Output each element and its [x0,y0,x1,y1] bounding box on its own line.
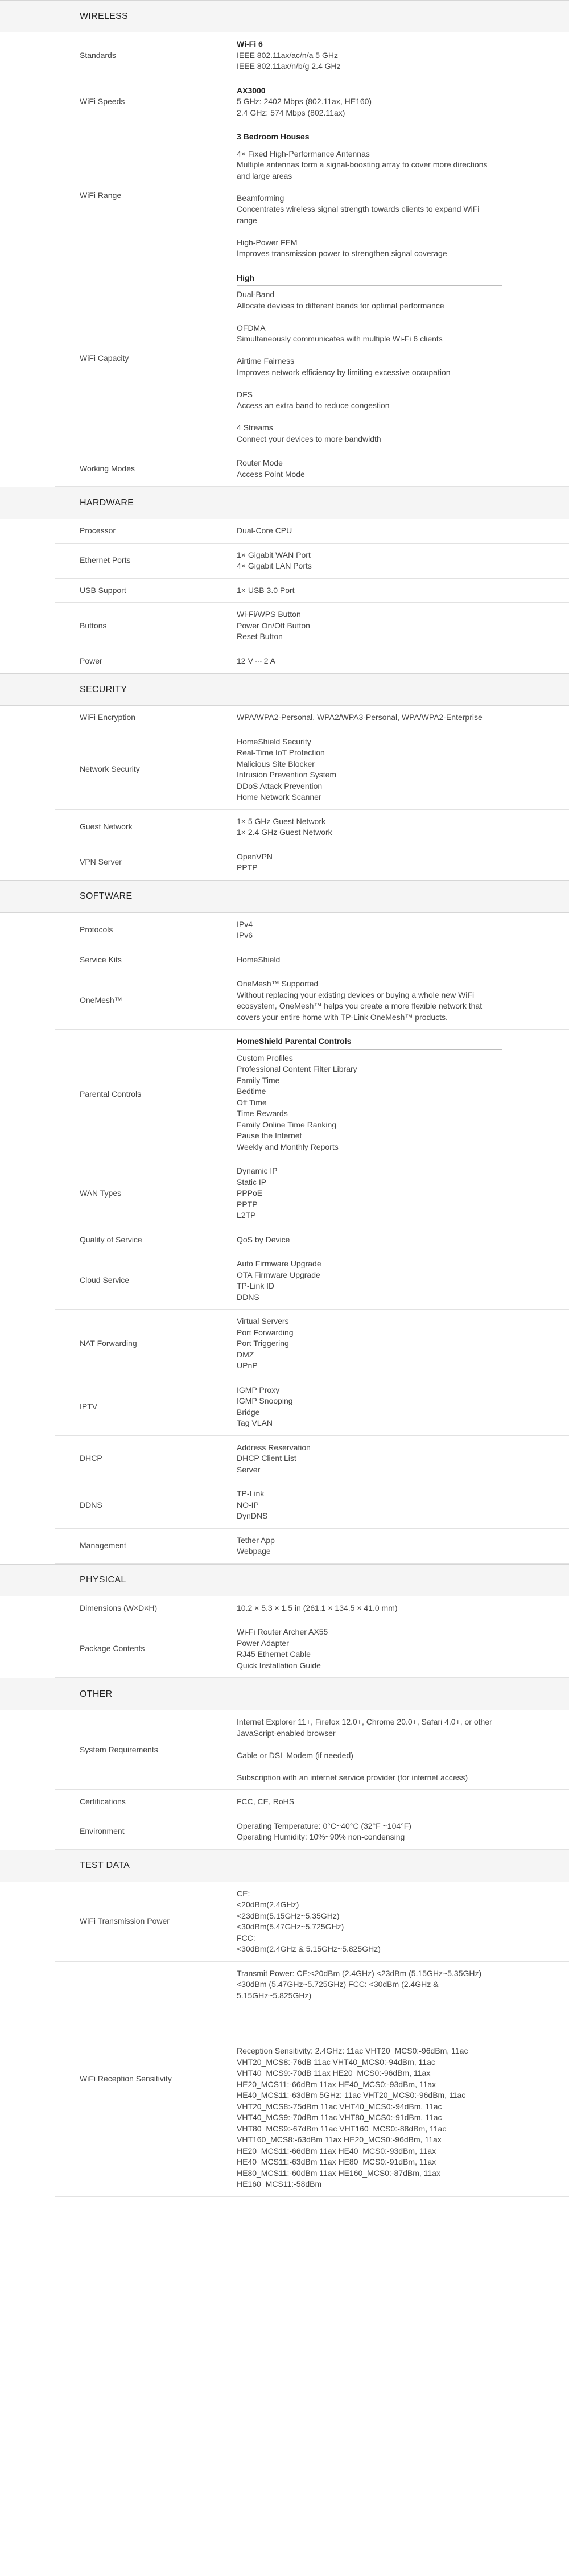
spec-value-title: Wi-Fi 6 [237,39,263,48]
spec-value-line: Beamforming [237,193,284,203]
spec-value-line: Operating Temperature: 0°C~40°C (32°F ~104°F) [237,1821,411,1830]
spec-row [55,730,569,810]
spec-value-line: Connect your devices to more bandwidth [237,434,381,443]
spec-value-line: Access an extra band to reduce congestion [237,401,390,410]
spec-value-line: Static IP [237,1177,267,1187]
spec-row [55,1710,569,1790]
spec-label: Buttons [80,620,107,630]
section-title: HARDWARE [0,487,569,519]
spec-value [234,1228,569,1252]
spec-blank-line [237,2035,502,2046]
spec-label: Quality of Service [80,1234,142,1244]
spec-value [234,948,569,972]
spec-value [234,1790,569,1814]
spec-blank-line [237,411,502,423]
spec-label: Parental Controls [80,1089,142,1098]
spec-value-line: TP-Link [237,1489,265,1498]
spec-value-line: Subscription with an internet service provider (for internet access) [237,1772,468,1782]
spec-value-line: Router Mode [237,458,283,467]
spec-blank-line [237,311,502,323]
spec-value-line: HomeShield Security [237,736,311,746]
spec-label: WiFi Transmission Power [80,1916,170,1926]
spec-value-line: Transmit Power: CE:<20dBm (2.4GHz) <23dBm (5.15GHz~5.35GHz) <30dBm (5.47GHz~5.725GHz) FCC: <30dBm (2.4GHz & 5.15GHz~5.825GHz) [237,1968,482,2000]
section-title: TEST DATA [0,1850,569,1882]
spec-value-line: Without replacing your existing devices or buying a whole new WiFi ecosystem, OneMesh™ helps you create a more flexible network that covers your entire home with TP-Link OneMesh™ products. [237,990,483,1022]
spec-value [234,845,569,880]
spec-label: Package Contents [80,1644,145,1653]
spec-row [55,1252,569,1310]
section-title: OTHER [0,1678,569,1710]
spec-value-line: DynDNS [237,1511,268,1520]
spec-value-line: DMZ [237,1349,254,1359]
spec-label: WiFi Capacity [80,353,129,363]
spec-value-line: Intrusion Prevention System [237,770,337,779]
spec-blank-line [237,182,502,193]
spec-value-line: FCC, CE, RoHS [237,1797,295,1806]
spec-blank-line [237,2001,502,2013]
spec-label: System Requirements [80,1744,158,1754]
spec-value-line: Simultaneously communicates with multiple Wi-Fi 6 clients [237,334,443,343]
spec-row [55,79,569,126]
spec-value-line: L2TP [237,1211,256,1220]
spec-value [234,1710,569,1789]
spec-value-line: Virtual Servers [237,1316,289,1326]
spec-value-line: Operating Humidity: 10%~90% non-condensing [237,1832,405,1841]
spec-value-line: Tag VLAN [237,1418,273,1427]
spec-value-line: Tether App [237,1535,275,1545]
spec-row [55,1159,569,1228]
spec-row [55,1962,569,2197]
spec-value [234,451,569,486]
section-title: PHYSICAL [0,1564,569,1596]
spec-row [55,579,569,603]
spec-value [234,1529,569,1563]
spec-value [234,1596,569,1620]
spec-value-line: UPnP [237,1361,258,1370]
spec-value-line: Family Online Time Ranking [237,1120,337,1129]
spec-value-line: Multiple antennas form a signal-boosting array to cover more directions and large areas [237,160,488,180]
spec-value-line: Wi-Fi/WPS Button [237,610,301,619]
spec-value [234,649,569,673]
spec-value-line: Port Forwarding [237,1327,294,1337]
spec-section [0,880,569,1564]
spec-value-line: FCC: [237,1933,255,1943]
spec-value [234,544,569,578]
spec-value-line: Improves network efficiency by limiting excessive occupation [237,367,451,377]
spec-blank-line [237,345,502,356]
spec-row [55,649,569,674]
spec-value-line: IPv6 [237,931,253,940]
spec-value-line: DHCP Client List [237,1454,296,1463]
spec-value [234,266,569,451]
spec-label: OneMesh™ [80,995,122,1005]
spec-value-line: Airtime Fairness [237,356,295,365]
spec-value [234,1482,569,1528]
spec-label: VPN Server [80,857,122,867]
spec-row [55,845,569,880]
spec-value [234,730,569,809]
spec-value-line: Real-Time IoT Protection [237,748,325,757]
spec-row [55,125,569,266]
spec-label: WiFi Reception Sensitivity [80,2073,172,2083]
spec-row [55,1790,569,1814]
spec-value-line: 1× 5 GHz Guest Network [237,816,326,826]
spec-value-line: OpenVPN [237,851,273,861]
spec-value-line: 4× Fixed High-Performance Antennas [237,149,370,158]
spec-value [234,1620,569,1677]
spec-value-line: Dual-Band [237,290,275,299]
spec-group-title: 3 Bedroom Houses [237,131,502,145]
spec-value-line: OneMesh™ Supported [237,979,319,988]
spec-label: Dimensions (W×D×H) [80,1603,158,1612]
spec-label: Environment [80,1826,125,1836]
spec-value [234,125,569,266]
spec-value [234,810,569,845]
spec-label: Certifications [80,1797,126,1806]
spec-value-line: PPTP [237,1199,258,1209]
spec-label: Working Modes [80,463,135,473]
spec-value-line: HomeShield [237,954,281,964]
spec-value-line: QoS by Device [237,1234,290,1244]
spec-blank-line [237,1739,502,1750]
spec-value-line: Internet Explorer 11+, Firefox 12.0+, Chrome 20.0+, Safari 4.0+, or other JavaScript-enabled browser [237,1717,492,1738]
spec-value-line: Webpage [237,1546,271,1556]
spec-value-line: Family Time [237,1075,280,1085]
spec-row [55,603,569,649]
spec-value [234,972,569,1029]
spec-section [0,1850,569,2197]
spec-row [55,1620,569,1678]
spec-value-line: 5 GHz: 2402 Mbps (802.11ax, HE160) [237,97,372,106]
spec-label: DDNS [80,1500,102,1509]
spec-row [55,544,569,579]
spec-value-line: IEEE 802.11ax/n/b/g 2.4 GHz [237,61,341,71]
spec-value-line: IEEE 802.11ax/ac/n/a 5 GHz [237,50,338,60]
spec-label: WiFi Speeds [80,97,125,106]
spec-blank-line [237,226,502,237]
spec-value-line: PPTP [237,863,258,872]
spec-row [55,706,569,730]
spec-row [55,1030,569,1159]
spec-value-line: <23dBm(5.15GHz~5.35GHz) [237,1911,340,1920]
spec-value-line: 4 Streams [237,423,273,432]
spec-value-line: Malicious Site Blocker [237,759,315,768]
spec-value-line: Access Point Mode [237,469,305,479]
spec-value-line: <30dBm(2.4GHz & 5.15GHz~5.825GHz) [237,1944,381,1953]
spec-label: Standards [80,50,116,60]
spec-value-line: Reset Button [237,632,283,641]
spec-group-title: High [237,273,502,286]
spec-value-line: Cable or DSL Modem (if needed) [237,1750,353,1760]
spec-value-line: Off Time [237,1097,267,1107]
spec-value [234,1436,569,1482]
spec-row [55,948,569,973]
spec-value-line: Dynamic IP [237,1166,278,1175]
spec-label: NAT Forwarding [80,1339,137,1348]
spec-label: Guest Network [80,822,133,832]
spec-row [55,1310,569,1378]
spec-row [55,1596,569,1621]
spec-value [234,519,569,543]
spec-value-line: Server [237,1464,261,1474]
spec-value [234,1378,569,1435]
spec-section [0,1564,569,1678]
spec-value [234,32,569,79]
spec-value-line: DDoS Attack Prevention [237,781,323,791]
spec-row [55,1482,569,1529]
spec-row [55,1882,569,1962]
spec-value-line: 1× 2.4 GHz Guest Network [237,828,332,837]
spec-value [234,913,569,948]
spec-row [55,1378,569,1436]
spec-value [234,603,569,649]
spec-value-line: 1× USB 3.0 Port [237,585,295,595]
spec-value-line: PPPoE [237,1188,263,1198]
spec-value-line: Concentrates wireless signal strength towards clients to expand WiFi range [237,204,480,225]
spec-value [234,1962,569,2196]
spec-row [55,1228,569,1253]
spec-value [234,1252,569,1309]
spec-value-line: Pause the Internet [237,1131,302,1140]
section-title: SECURITY [0,673,569,706]
spec-value-line: TP-Link ID [237,1281,275,1290]
spec-value [234,706,569,730]
spec-value-line: DFS [237,389,253,399]
spec-value-line: <20dBm(2.4GHz) [237,1900,299,1909]
spec-value-line: OTA Firmware Upgrade [237,1270,320,1279]
spec-group-title: HomeShield Parental Controls [237,1036,502,1050]
spec-value-line: DDNS [237,1292,259,1302]
spec-row [55,810,569,845]
spec-value-line: 10.2 × 5.3 × 1.5 in (261.1 × 134.5 × 41.0 mm) [237,1603,398,1612]
spec-blank-line [237,1761,502,1772]
spec-value-line: High-Power FEM [237,237,298,247]
spec-label: Management [80,1541,126,1550]
spec-value [234,579,569,603]
spec-value [234,1814,569,1849]
spec-blank-line [237,378,502,389]
spec-value-line: 1× Gigabit WAN Port [237,550,311,559]
spec-label: Network Security [80,764,140,774]
spec-value-title: AX3000 [237,85,266,95]
spec-label: IPTV [80,1401,98,1411]
spec-value-line: <30dBm(5.47GHz~5.725GHz) [237,1922,344,1931]
spec-label: Cloud Service [80,1275,130,1285]
spec-label: Service Kits [80,954,122,964]
spec-value-line: Auto Firmware Upgrade [237,1259,321,1268]
spec-value-line: Port Triggering [237,1339,289,1348]
spec-section [0,0,569,487]
spec-value-line: Improves transmission power to strengthen signal coverage [237,249,447,258]
spec-value-line: Power Adapter [237,1638,289,1648]
spec-value-line: WPA/WPA2-Personal, WPA2/WPA3-Personal, WPA/WPA2-Enterprise [237,713,483,722]
spec-value-line: Address Reservation [237,1442,311,1452]
spec-label: Processor [80,526,116,535]
spec-value-line: Time Rewards [237,1109,288,1118]
spec-value-line: Bedtime [237,1087,266,1096]
spec-value-line: IPv4 [237,919,253,929]
section-title: SOFTWARE [0,880,569,913]
spec-value-line: Professional Content Filter Library [237,1064,357,1073]
section-title: WIRELESS [0,0,569,32]
spec-label: USB Support [80,585,126,595]
spec-value-line: 2.4 GHz: 574 Mbps (802.11ax) [237,108,345,117]
spec-label: Power [80,656,102,665]
spec-value-line: IGMP Snooping [237,1396,293,1405]
spec-row [55,266,569,452]
spec-value-line: Weekly and Monthly Reports [237,1142,339,1151]
spec-value [234,1159,569,1228]
spec-row [55,32,569,79]
spec-row [55,1814,569,1850]
spec-value-line: RJ45 Ethernet Cable [237,1649,311,1659]
spec-value-line: 12 V ⎓ 2 A [237,656,275,665]
spec-value-line: Custom Profiles [237,1053,293,1063]
spec-blank-line [237,2023,502,2035]
spec-section [0,487,569,673]
spec-value-line: Home Network Scanner [237,792,321,801]
spec-row [55,1436,569,1483]
spec-value [234,1030,569,1159]
spec-value-line: Bridge [237,1407,260,1417]
spec-label: DHCP [80,1454,102,1463]
spec-value [234,79,569,125]
spec-value-line: Quick Installation Guide [237,1660,321,1670]
spec-value-line: 4× Gigabit LAN Ports [237,561,312,570]
spec-label: Ethernet Ports [80,555,131,565]
spec-value-line: IGMP Proxy [237,1385,280,1394]
spec-value-line: NO-IP [237,1500,259,1509]
spec-row [55,1529,569,1564]
spec-label: Protocols [80,925,113,935]
spec-value-line: Allocate devices to different bands for optimal performance [237,301,444,310]
spec-value [234,1310,569,1378]
spec-row [55,451,569,487]
spec-blank-line [237,2013,502,2024]
spec-value-line: Reception Sensitivity: 2.4GHz: 11ac VHT20_MCS0:-96dBm, 11ac VHT20_MCS8:-76dB 11ac VHT40_MCS0:-94dBm, 11ac VHT40_MCS9:-70dB 11ax HE20_MCS0:-96dBm, 11ax HE20_MCS11:-66dBm 11ax HE40_MCS0:-93dBm, 11ax HE40_MCS11:-63dBm 5GHz: 11ac VHT20_MCS0:-96dBm, 11ac VHT20_MCS8:-75dBm 11ac VHT40_MCS0:-94dBm, 11ac VHT40_MCS9:-70dBm 11ac VHT80_MCS0:-91dBm, 11ac VHT80_MCS9:-67dBm 11ac VHT160_MCS0:-88dBm, 11ac VHT160_MCS8:-63dBm 11ax HE20_MCS0:-96dBm, 11ax HE20_MCS11:-66dBm 11ax HE40_MCS0:-93dBm, 11ax HE40_MCS11:-63dBm 11ax HE80_MCS0:-91dBm, 11ax HE80_MCS11:-60dBm 11ax HE160_MCS0:-87dBm, 11ax HE160_MCS11:-58dBm [237,2046,468,2188]
spec-value-line: OFDMA [237,323,266,332]
spec-label: WiFi Range [80,190,122,200]
spec-value-line: Dual-Core CPU [237,526,292,535]
spec-row [55,519,569,544]
spec-row [55,913,569,948]
spec-value-line: CE: [237,1888,250,1898]
spec-section [0,1678,569,1850]
spec-value-line: Wi-Fi Router Archer AX55 [237,1627,328,1636]
spec-label: WAN Types [80,1188,122,1198]
spec-section [0,673,569,880]
spec-label: WiFi Encryption [80,713,136,722]
spec-row [55,972,569,1030]
spec-value [234,1882,569,1961]
spec-value-line: Power On/Off Button [237,620,310,630]
